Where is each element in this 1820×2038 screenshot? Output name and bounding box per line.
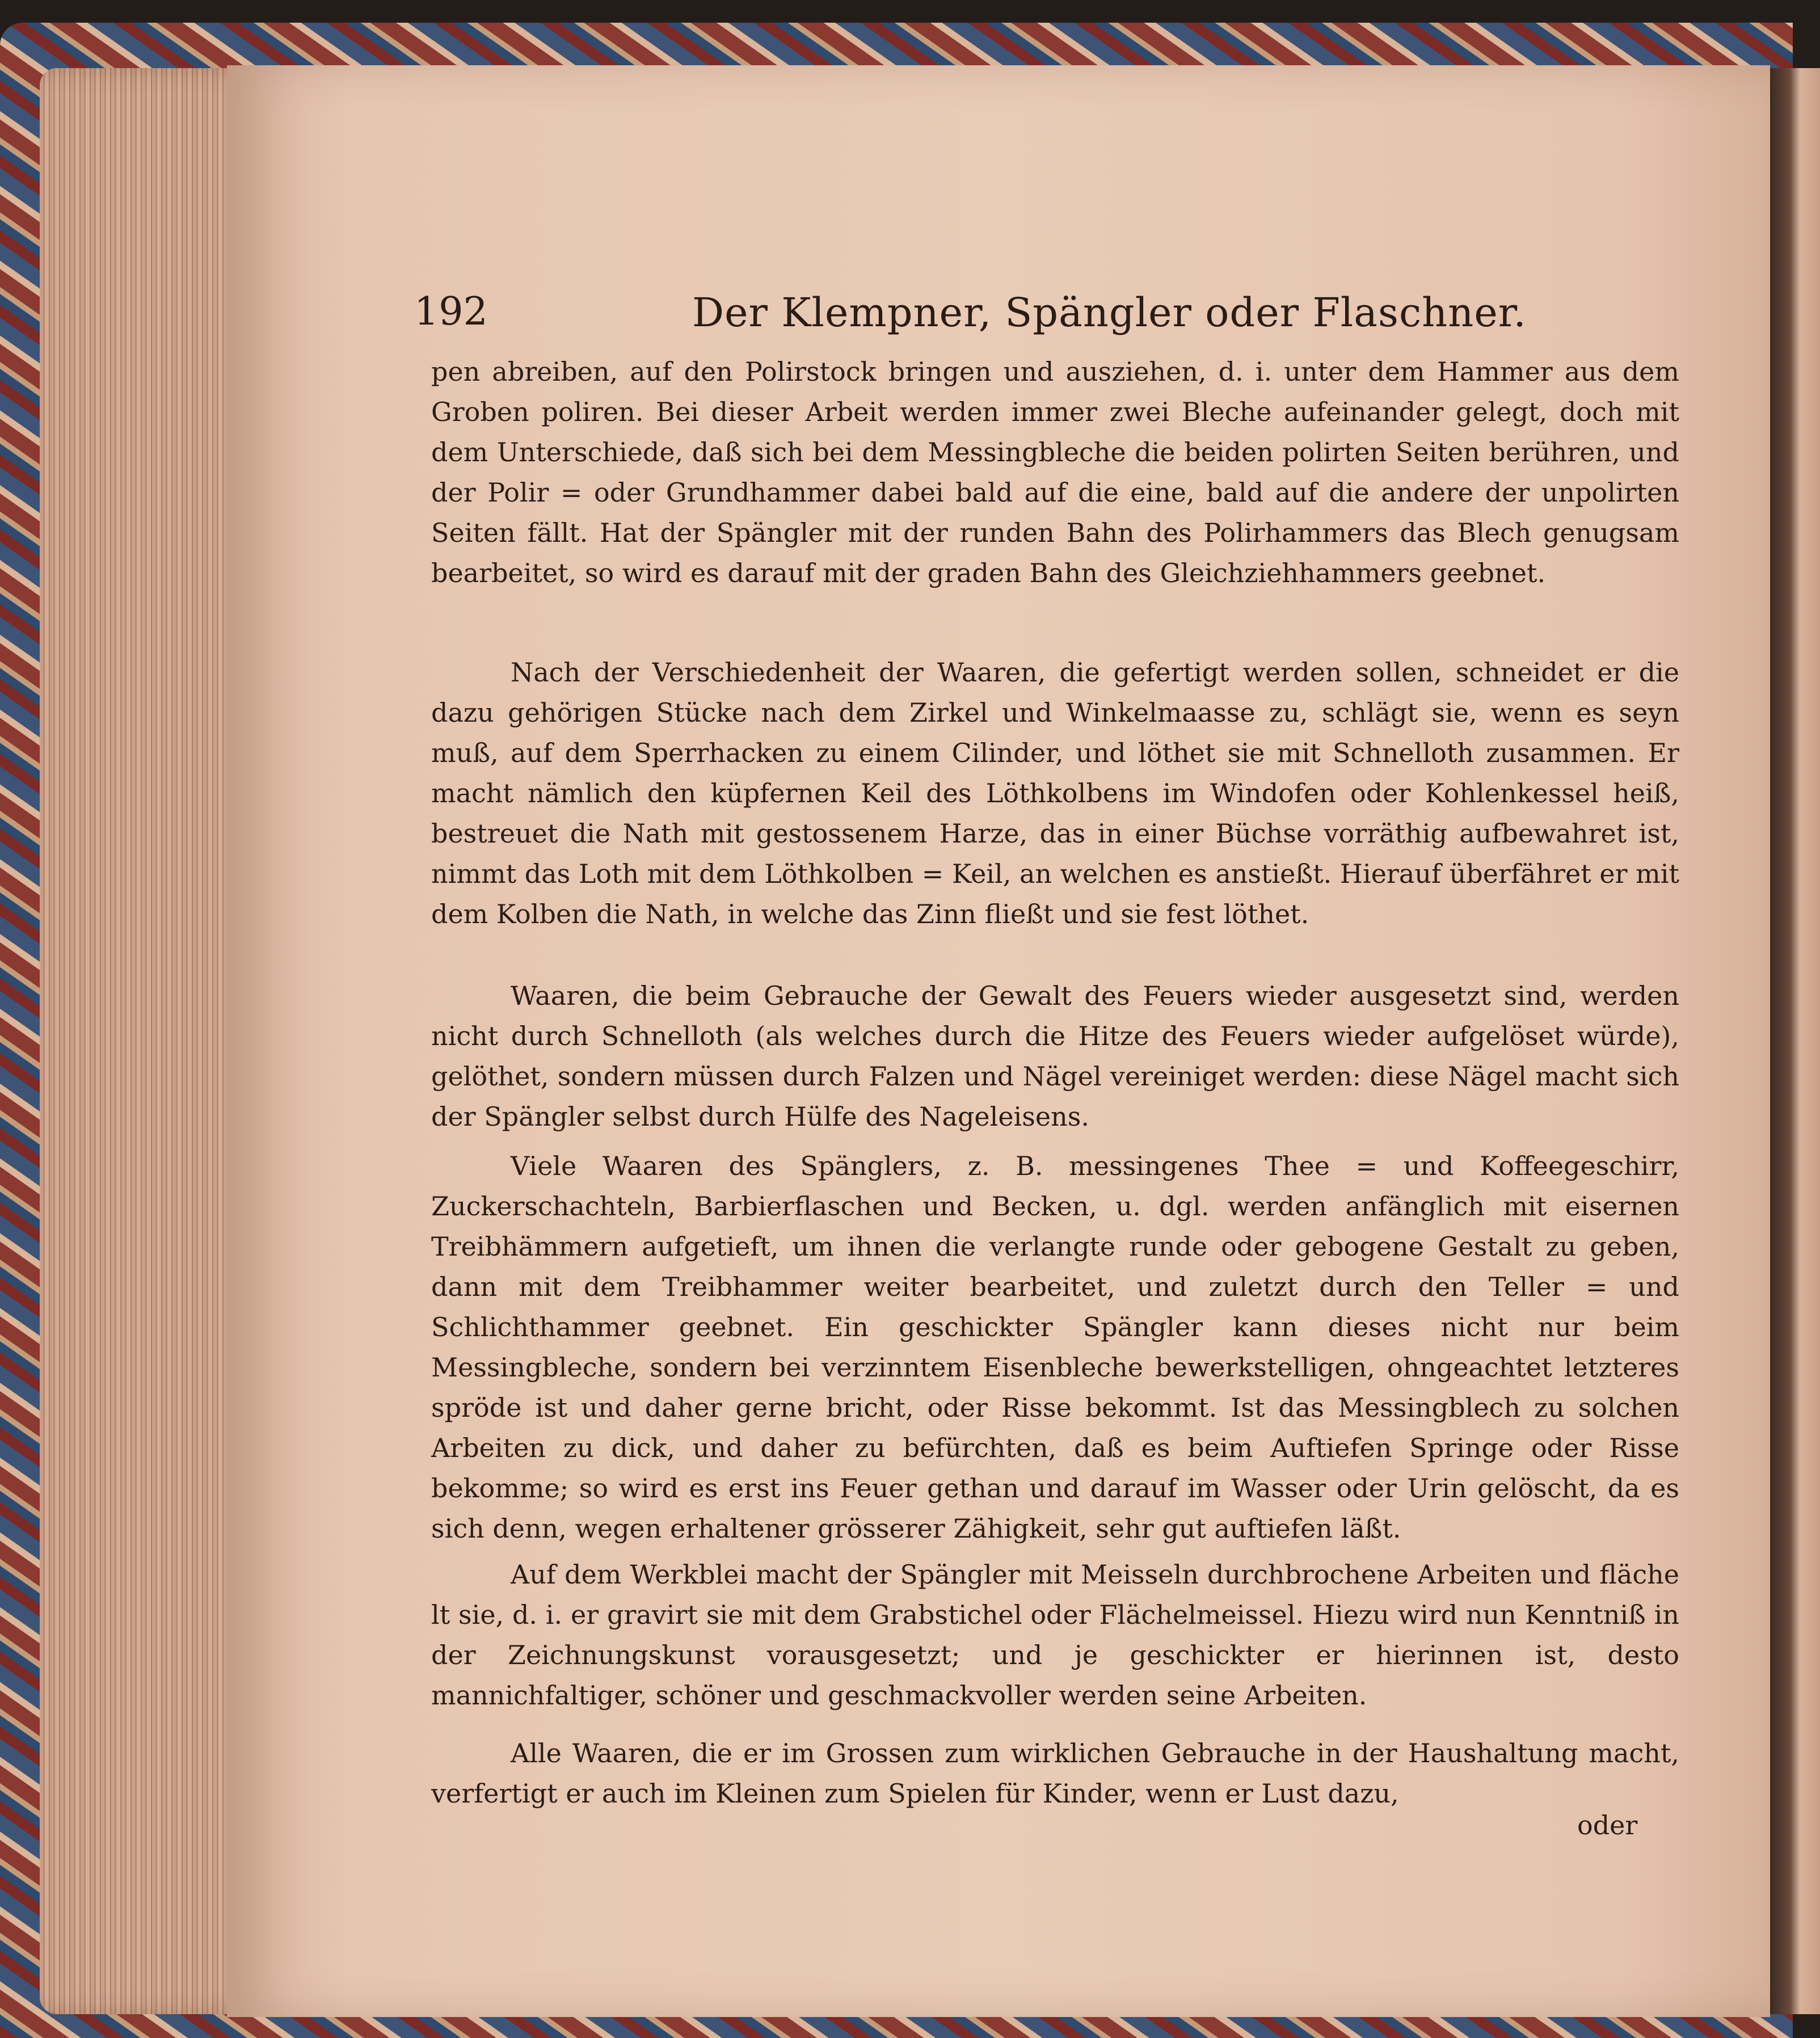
page-header <box>414 284 1679 346</box>
gutter-edge <box>1770 68 1820 2014</box>
paragraph: Alle Waaren, die er im Grossen zum wirklichen Gebrauche in der Haushaltung macht, verfertigt er auch im Kleinen zum Spielen für Kinder, wenn er Lust dazu, <box>431 1738 1679 1809</box>
running-title: Der Klempner, Spängler oder Flaschner. <box>692 289 1527 336</box>
paragraph: Viele Waaren des Spänglers, z. B. messingenes Thee = und Koffeegeschirr, Zuckerschachteln, Barbierflaschen und Becken, u. dgl. werden anfänglich mit eisernen Treibhämmern aufgetieft, um ihnen die verlangte runde oder gebogene Gestalt zu geben, dann mit dem Treibhammer weiter bearbeitet, und zuletzt durch den Teller = und Schlichthammer geebnet. Ein geschickter Spängler kann dieses nicht nur beim Messingbleche, sondern bei verzinntem Eisenbleche bewerkstelligen, ohngeachtet letzteres spröde ist und daher gerne bricht, oder Risse bekommt. Ist das Messingblech zu solchen Arbeiten zu dick, und daher zu befürchten, daß es beim Auftiefen Springe oder Risse bekomme; so wird es erst ins Feuer gethan und darauf im Wasser oder Urin gelöscht, da es sich denn, wegen erhaltener grösserer Zähigkeit, sehr gut auftiefen läßt. <box>431 1151 1679 1544</box>
paragraph: Nach der Verschiedenheit der Waaren, die gefertigt werden sollen, schneidet er die dazu gehörigen Stücke nach dem Zirkel und Winkelmaasse zu, schlägt sie, wenn es seyn muß, auf dem Sperrhacken zu einem Cilinder, und löthet sie mit Schnelloth zusammen. Er macht nämlich den küpfernen Keil des Löthkolbens im Windofen oder Kohlenkessel heiß, bestreuet die Nath mit gestossenem Harze, das in einer Büchse vorräthig aufbewahret ist, nimmt das Loth mit dem Löthkolben = Keil, an welchen es anstießt. Hierauf überfähret er mit dem Kolben die Nath, in welche das Zinn fließt und sie fest löthet. <box>431 657 1679 929</box>
paragraph: pen abreiben, auf den Polirstock bringen und ausziehen, d. i. unter dem Hammer aus dem Groben poliren. Bei dieser Arbeit werden immer zwei Bleche aufeinander gelegt, doch mit dem Unterschiede, daß sich bei dem Messingbleche die beiden polirten Seiten berühren, und der Polir = oder Grundhammer dabei bald auf die eine, bald auf die andere der unpolirten Seiten fällt. Hat der Spängler mit der runden Bahn des Polirhammers das Blech genugsam bearbeitet, so wird es darauf mit der graden Bahn des Gleichziehhammers geebnet. <box>431 356 1679 588</box>
paragraph: Waaren, die beim Gebrauche der Gewalt des Feuers wieder ausgesetzt sind, werden nicht durch Schnelloth (als welches durch die Hitze des Feuers wieder aufgelöset würde), gelöthet, sondern müssen durch Falzen und Nägel vereiniget werden: diese Nägel macht sich der Spängler selbst durch Hülfe des Nageleisens. <box>431 980 1679 1132</box>
paragraph: Auf dem Werkblei macht der Spängler mit Meisseln durchbrochene Arbeiten und fläche lt sie, d. i. er gravirt sie mit dem Grabstichel oder Flächelmeissel. Hiezu wird nun Kenntniß in der Zeichnungskunst vorausgesetzt; und je geschickter er hierinnen ist, desto mannichfaltiger, schöner und geschmackvoller werden seine Arbeiten. <box>431 1559 1679 1711</box>
page-number: 192 <box>414 289 488 334</box>
catchword: oder <box>1577 1810 1638 1841</box>
